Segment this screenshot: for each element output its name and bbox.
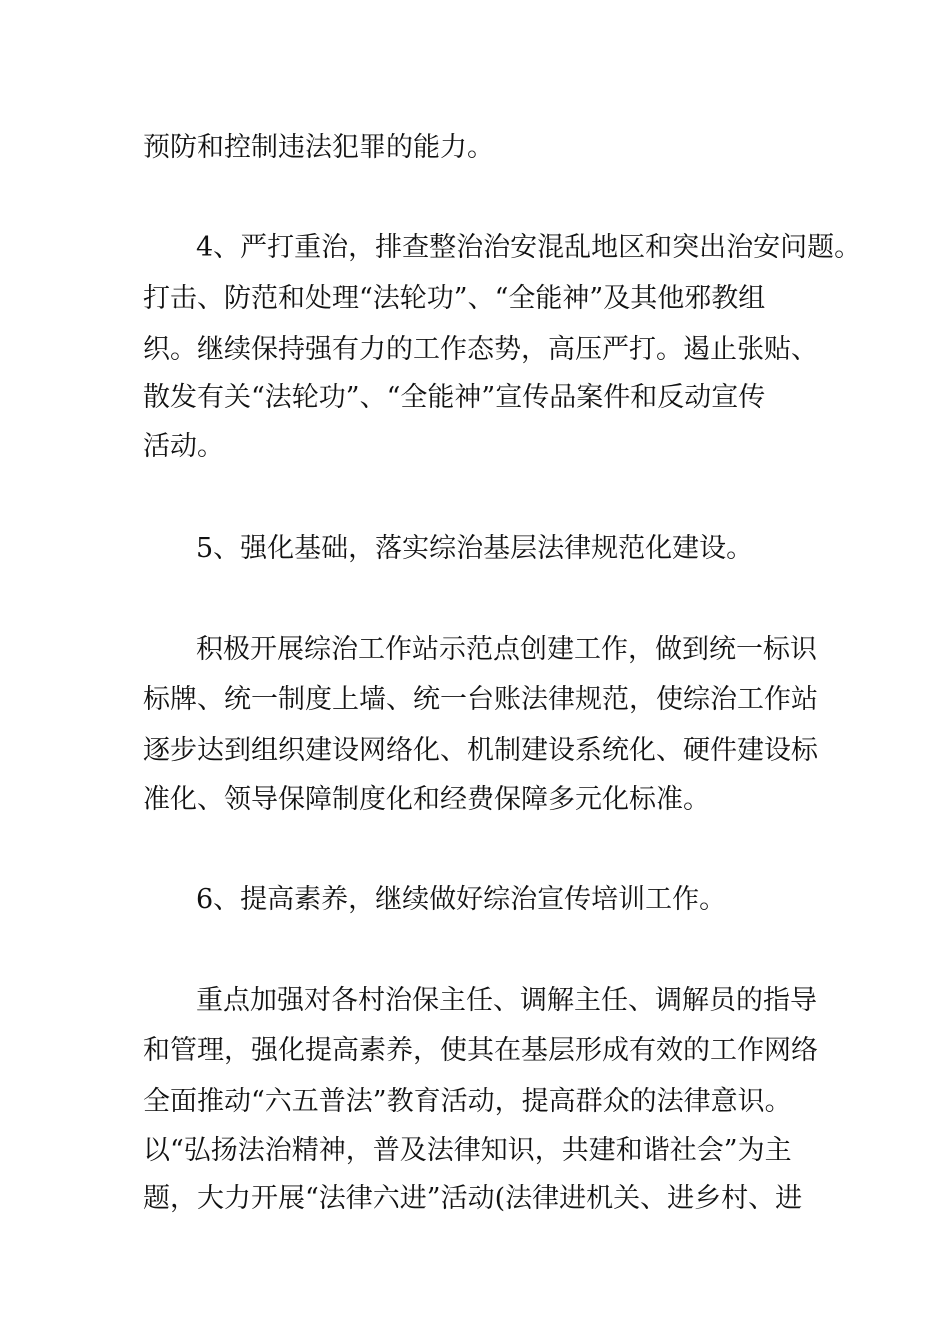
text-line: 散发有关“法轮功”、“全能神”宣传品案件和反动宣传 <box>143 382 766 413</box>
text-line: 预防和控制违法犯罪的能力。 <box>143 132 494 163</box>
section-heading: 6、提高素养，继续做好综治宣传培训工作。 <box>196 884 727 915</box>
text-line: 活动。 <box>143 431 224 462</box>
text-line: 全面推动“六五普法”教育活动，提高群众的法律意识。 <box>143 1086 792 1117</box>
text-line: 以“弘扬法治精神，普及法律知识，共建和谐社会”为主 <box>143 1135 792 1166</box>
text-line: 织。继续保持强有力的工作态势，高压严打。遏止张贴、 <box>143 334 818 365</box>
text-line: 重点加强对各村治保主任、调解主任、调解员的指导 <box>196 985 817 1016</box>
text-line: 积极开展综治工作站示范点创建工作，做到统一标识 <box>196 634 817 665</box>
section-heading: 5、强化基础，落实综治基层法律规范化建设。 <box>196 533 754 564</box>
text-line: 题，大力开展“法律六进”活动(法律进机关、进乡村、进 <box>143 1183 803 1214</box>
text-line: 准化、领导保障制度化和经费保障多元化标准。 <box>143 784 710 815</box>
section-heading: 4、严打重治，排查整治治安混乱地区和突出治安问题。 <box>196 232 862 263</box>
text-line: 标牌、统一制度上墙、统一台账法律规范，使综治工作站 <box>143 684 818 715</box>
text-line: 打击、防范和处理“法轮功”、“全能神”及其他邪教组 <box>143 283 766 314</box>
text-line: 逐步达到组织建设网络化、机制建设系统化、硬件建设标 <box>143 735 818 766</box>
text-line: 和管理，强化提高素养，使其在基层形成有效的工作网络 <box>143 1035 818 1066</box>
